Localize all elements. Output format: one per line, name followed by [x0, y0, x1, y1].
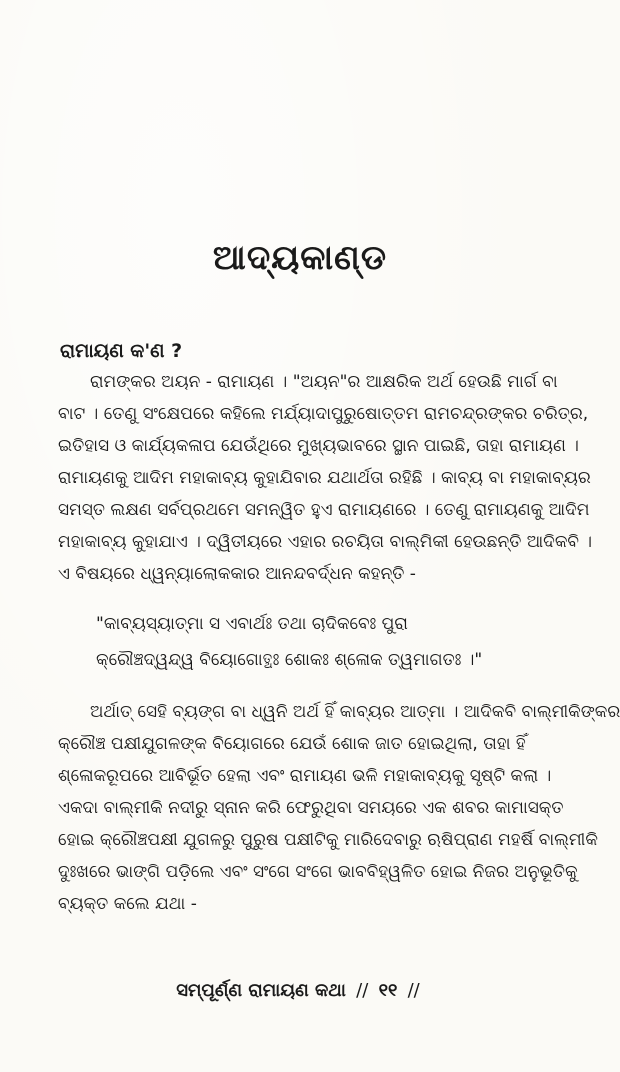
page-footer: [0, 980, 600, 1001]
paragraph-line: ଦୁଃଖରେ ଭାଙ୍ଗି ପଡ଼ିଲେ ଏବଂ ସଂଗେ ସଂଗେ ଭାବବିହ୍ୱଳିତ ହୋଇ ନିଜର ଅନୁଭୂତିକୁ: [58, 862, 578, 882]
paragraph-line: ଏ ବିଷୟରେ ଧ୍ୱନ୍ୟାଲୋକକାର ଆନନ୍ଦବର୍ଦ୍ଧନ କହନ୍ତି -: [58, 564, 416, 584]
section-heading: ରାମାୟଣ କ'ଣ ?: [60, 340, 183, 362]
paragraph-line: କ୍ରୌଞ୍ଚ ପକ୍ଷୀଯୁଗଳଙ୍କ ବିୟୋଗରେ ଯେଉଁ ଶୋକ ଜାତ ହୋଇଥିଲା, ତାହା ହିଁ: [58, 734, 526, 754]
paragraph-line: ଇତିହାସ ଓ କାର୍ଯ୍ୟକଳାପ ଯେଉଁଥିରେ ମୁଖ୍ୟଭାବରେ ସ୍ଥାନ ପାଇଛି, ତାହା ରାମାୟଣ ।: [58, 436, 579, 456]
separator: //: [407, 980, 420, 1001]
paragraph-line: ରାମଙ୍କର ଅୟନ - ରାମାୟଣ । "ଅୟନ"ର ଆକ୍ଷରିକ ଅର୍ଥ ହେଉଛି ମାର୍ଗ ବା: [90, 372, 558, 392]
paragraph-line: ହୋଇ କ୍ରୌଞ୍ଚପକ୍ଷୀ ଯୁଗଳରୁ ପୁରୁଷ ପକ୍ଷୀଟିକୁ ମାରିଦେବାରୁ ଋଷିପ୍ରାଣ ମହର୍ଷି ବାଲ୍ମୀକି: [58, 830, 598, 850]
book-title: ସମ୍ପୂର୍ଣ୍ଣ ରାମାୟଣ କଥା: [176, 980, 346, 1001]
paragraph-line: ବାଟ । ତେଣୁ ସଂକ୍ଷେପରେ କହିଲେ ମର୍ଯ୍ୟାଦାପୁରୁଷୋତ୍ତମ ରାମଚନ୍ଦ୍ରଙ୍କର ଚରିତ୍ର,: [58, 404, 589, 424]
chapter-title: ଆଦ୍ୟକାଣ୍ଡ: [212, 238, 388, 278]
paragraph-line: ଏକଦା ବାଲ୍ମୀକି ନଦୀରୁ ସ୍ନାନ କରି ଫେରୁଥିବା ସମୟରେ ଏକ ଶବର କାମାସକ୍ତ: [58, 798, 564, 818]
paragraph-line: ସମସ୍ତ ଲକ୍ଷଣ ସର୍ବପ୍ରଥମେ ସମନ୍ୱିତ ହୁଏ ରାମାୟଣରେ । ତେଣୁ ରାମାୟଣକୁ ଆଦିମ: [58, 500, 590, 520]
paragraph-line: ବ୍ୟକ୍ତ କଲେ ଯଥା -: [58, 894, 197, 914]
verse-line: "କାବ୍ୟସ୍ୟାତ୍ମା ସ ଏବାର୍ଥଃ ତଥା ଚାଦିକବେଃ ପୁରା: [96, 614, 408, 634]
paragraph-line: ମହାକାବ୍ୟ କୁହାଯାଏ । ଦ୍ୱିତୀୟରେ ଏହାର ରଚୟିତା ବାଲ୍ମିକୀ ହେଉଛନ୍ତି ଆଦିକବି ।: [58, 532, 593, 552]
paragraph-line: ଅର୍ଥାତ୍ ସେହି ବ୍ୟଙ୍ଗ ବା ଧ୍ୱନି ଅର୍ଥ ହିଁ କାବ୍ୟର ଆତ୍ମା । ଆଦିକବି ବାଲ୍ମୀକିଙ୍କର: [90, 702, 620, 722]
page-number: ୧୧: [378, 980, 398, 1001]
paragraph-line: ରାମାୟଣକୁ ଆଦିମ ମହାକାବ୍ୟ କୁହାଯିବାର ଯଥାର୍ଥତା ରହିଛି । କାବ୍ୟ ବା ମହାକାବ୍ୟର: [58, 468, 591, 488]
paragraph-line: ଶ୍ଳୋକରୂପରେ ଆବିର୍ଭୂତ ହେଲା ଏବଂ ରାମାୟଣ ଭଳି ମହାକାବ୍ୟକୁ ସୃଷ୍ଟି କଲା ।: [58, 766, 552, 786]
verse-line: କ୍ରୌଞ୍ଚଦ୍ୱନ୍ଦ୍ୱ ବିୟୋଗୋତ୍ଥଃ ଶୋକଃ ଶ୍ଳୋକ ତ୍ୱମାଗତଃ ।": [96, 650, 483, 670]
separator: //: [356, 980, 369, 1001]
